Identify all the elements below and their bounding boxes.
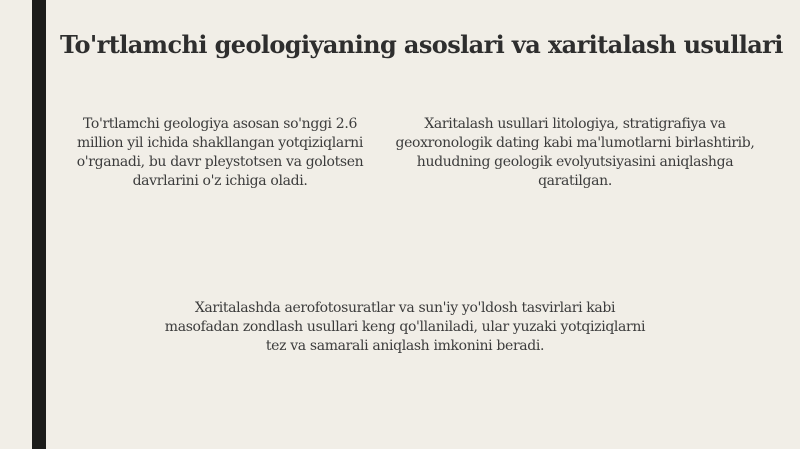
left-accent-bar — [32, 0, 46, 449]
paragraph-quaternary-geology: To'rtlamchi geologiya asosan so'nggi 2.6 million yil ichida shakllangan yotqiziqlarni o'rganadi, bu davr pleystotsen va golotsen davrlarini o'z ichiga oladi. — [76, 116, 364, 189]
slide-title: To'rtlamchi geologiyaning asoslari va xaritalash usullari — [60, 30, 783, 59]
paragraph-remote-sensing: Xaritalashda aerofotosuratlar va sun'iy yo'ldosh tasvirlari kabi masofadan zondlash usullari keng qo'llaniladi, ular yuzaki yotqiziqlarni tez va samarali aniqlash imkonini beradi. — [164, 300, 646, 354]
paragraph-mapping-methods: Xaritalash usullari litologiya, stratigrafiya va geoxronologik dating kabi ma'lumotlarni birlashtirib, hududning geologik evolyutsiyasini aniqlashga qaratilgan. — [395, 116, 755, 189]
